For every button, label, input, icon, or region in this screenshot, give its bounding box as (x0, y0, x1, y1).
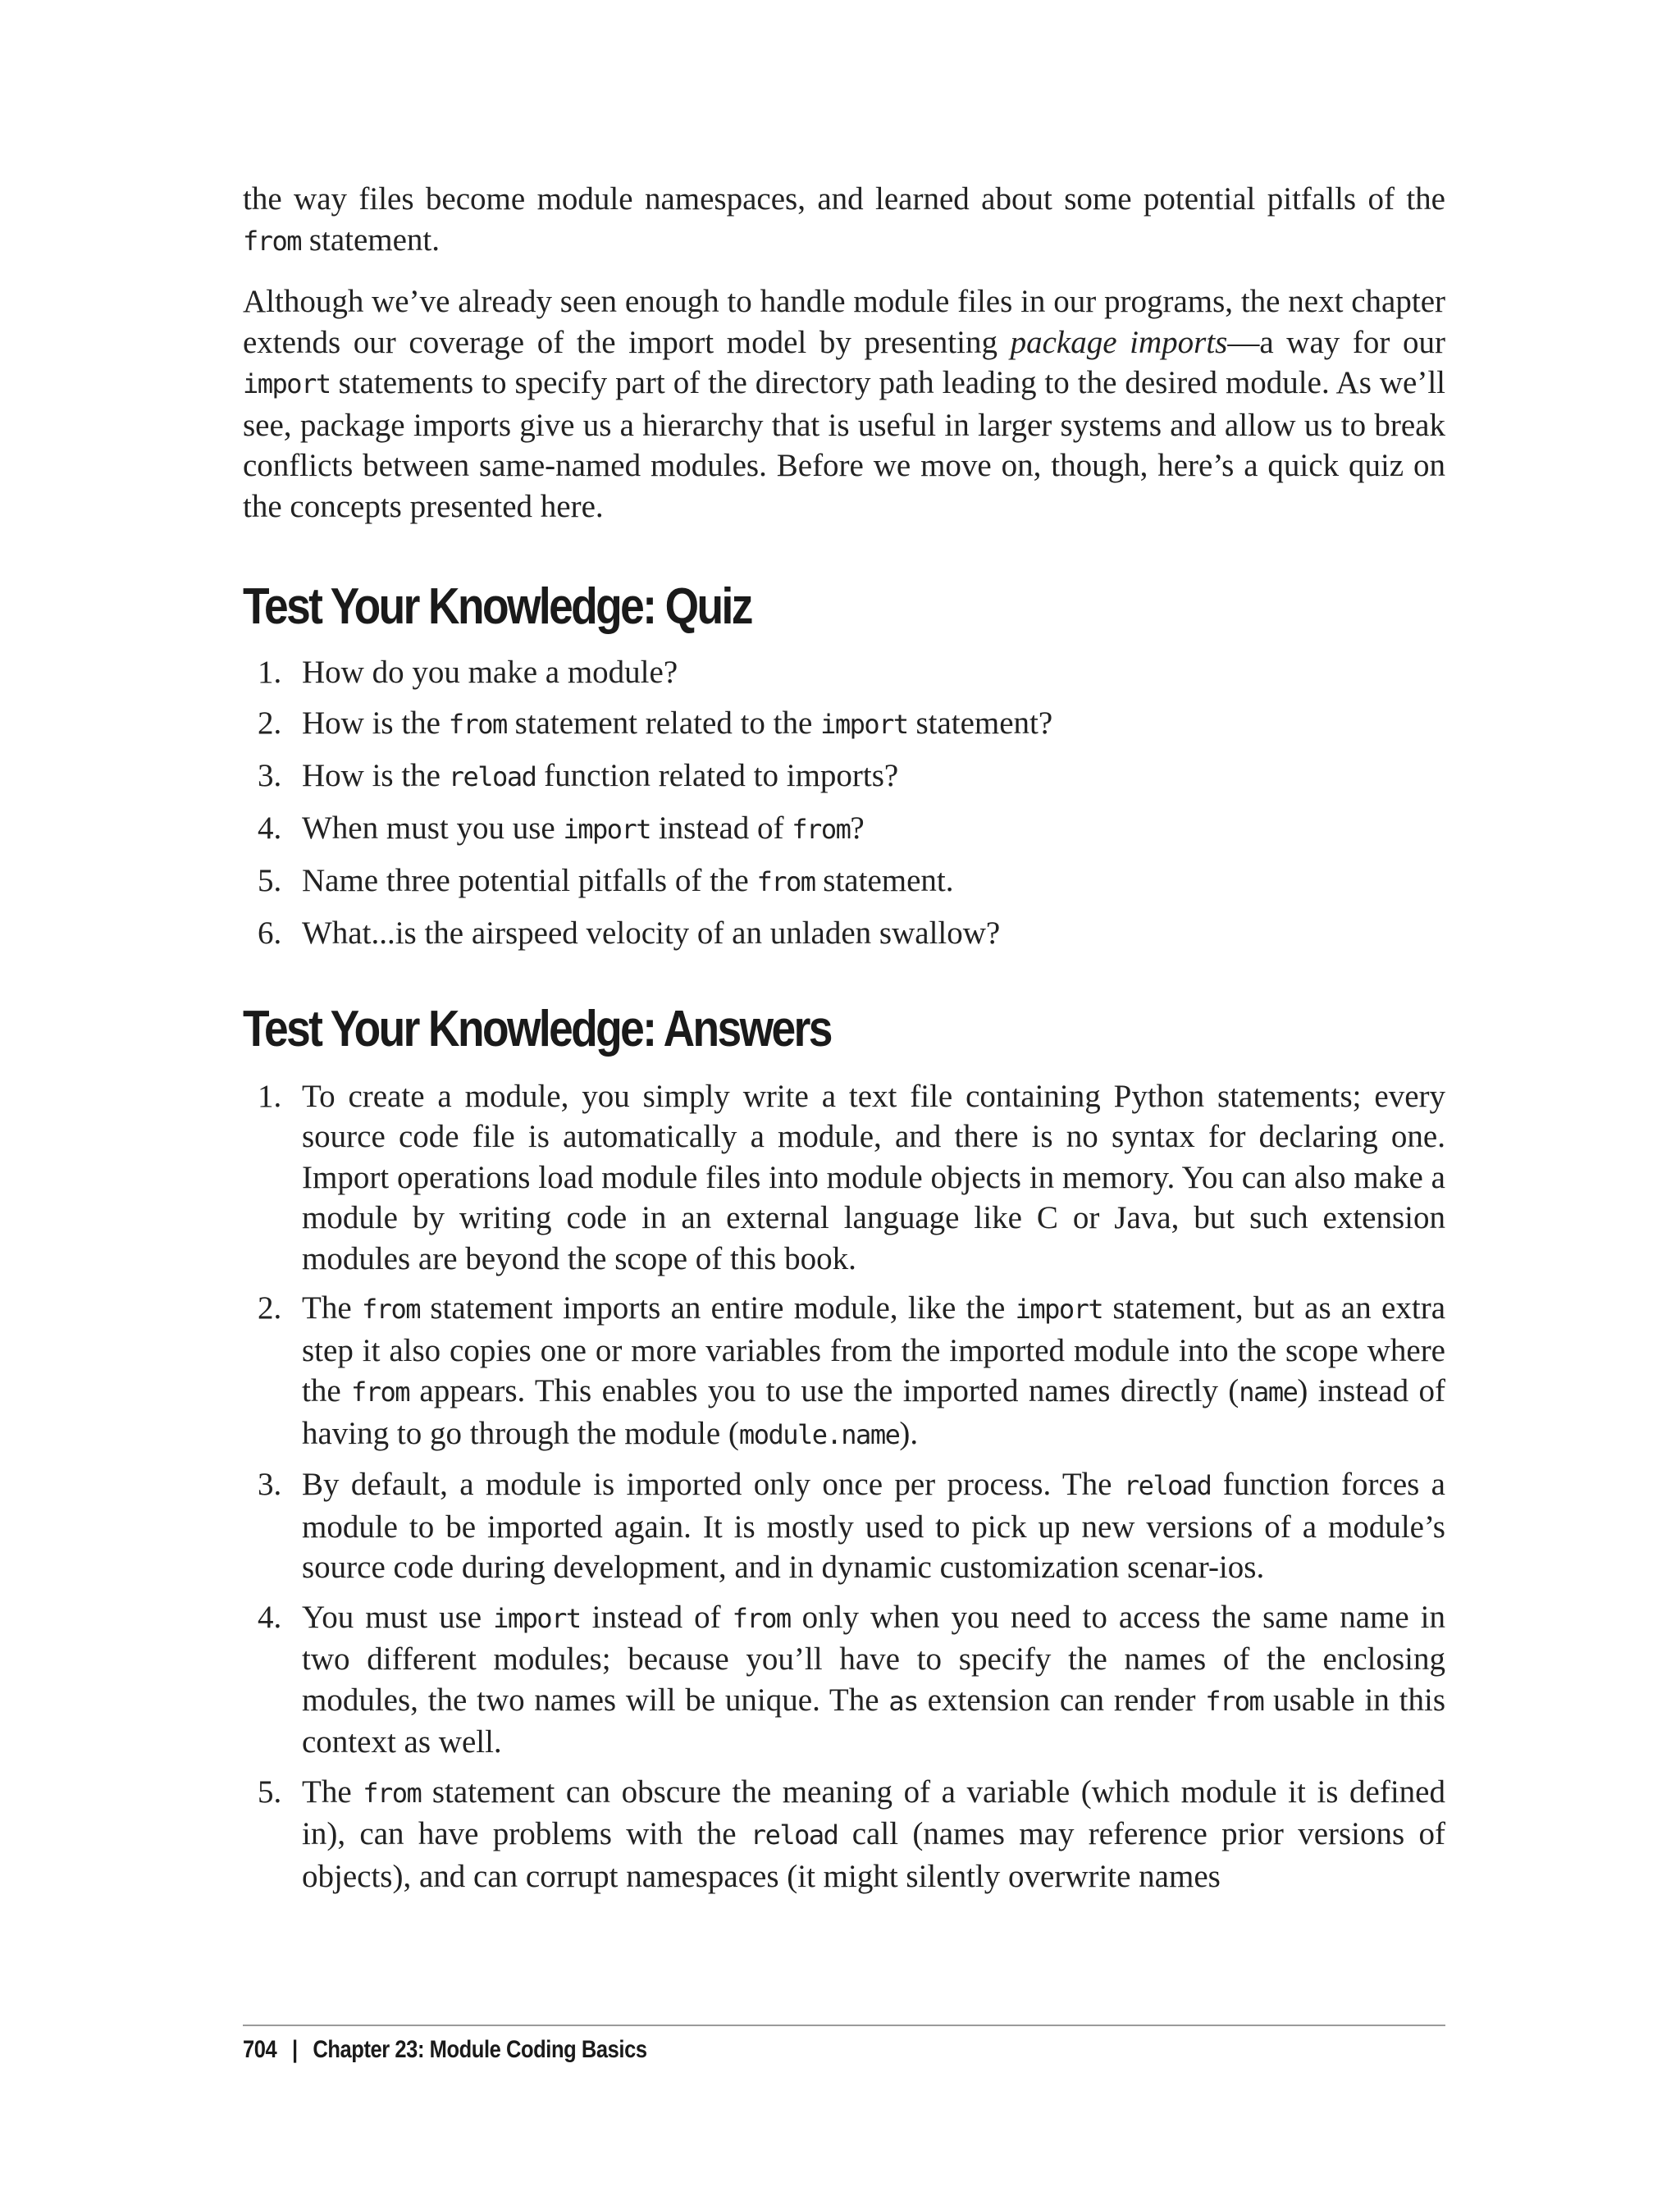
text: Although we’ve already seen enough to handle module files in our programs, the next chapter extends our coverage of the import model by presenting (243, 284, 1445, 360)
inline-code: name (1239, 1376, 1298, 1408)
item-number: 2. (258, 705, 282, 741)
text: function forces a module to be imported again. It is mostly used to pick up new versions of a module’s source code during development, and in dynamic customization scenar-ios. (302, 1467, 1445, 1585)
inline-code: import (243, 368, 331, 399)
text: the way files become module namespaces, and learned about some potential pitfalls of the (243, 181, 1445, 217)
answers-list (243, 1076, 1445, 1897)
page-number: 704 (243, 2036, 277, 2063)
text: statement. (815, 863, 954, 898)
quiz-list (243, 652, 1445, 954)
item-number: 6. (258, 915, 282, 951)
answer-item (243, 1288, 1445, 1455)
inline-code: module.name (738, 1418, 900, 1450)
text: How is the (302, 705, 449, 741)
text: statement? (907, 705, 1053, 741)
item-number: 5. (258, 1774, 282, 1810)
item-number: 3. (258, 758, 282, 793)
text: call (names may reference prior versions of objects), and can corrupt namespaces (it might silently overwrite names (302, 1816, 1445, 1894)
inline-code: from (243, 225, 302, 257)
quiz-heading: Test Your Knowledge: Quiz (243, 578, 751, 635)
text: To create a module, you simply write a text file containing Python statements; every source code file is automatically a module, and there is no syntax for declaring one. Import operations load module files into module objects in memory. You can also make a module by writing code in an external language like C or Java, but such extension modules are beyond the scope of this book. (302, 1078, 1445, 1276)
text: By default, a module is imported only once per process. The (302, 1467, 1124, 1502)
text: instead of (651, 810, 792, 846)
text: function related to imports? (536, 758, 899, 793)
text: The (302, 1290, 362, 1326)
item-number: 2. (258, 1290, 282, 1326)
item-number: 1. (258, 1078, 282, 1114)
text: How is the (302, 758, 449, 793)
quiz-item (243, 808, 1445, 851)
text: statement imports an entire module, like the (420, 1290, 1016, 1326)
inline-code: as (888, 1685, 918, 1717)
answers-heading: Test Your Knowledge: Answers (243, 1000, 831, 1057)
inline-code: from (361, 1294, 421, 1325)
inline-code: from (792, 814, 851, 845)
inline-code: import (820, 709, 908, 740)
inline-code: reload (750, 1819, 838, 1851)
inline-code: from (756, 866, 815, 897)
item-number: 5. (258, 863, 282, 898)
inline-code: from (1205, 1685, 1264, 1717)
text: How do you make a module? (302, 655, 678, 690)
answer-item (243, 1464, 1445, 1588)
item-number: 1. (258, 655, 282, 690)
inline-code: from (448, 709, 507, 740)
text: usable in this context as well. (302, 1682, 1445, 1760)
text: The (302, 1774, 363, 1810)
text: Name three potential pitfalls of the (302, 863, 757, 898)
text: ) instead of having to go through the module ( (302, 1373, 1445, 1451)
text: only when you need to access the same name in two different modules; because you’ll have to specify the names of the enclosing modules, the two names will be unique. The (302, 1599, 1445, 1718)
answer-item (243, 1597, 1445, 1763)
text: statement related to the (506, 705, 821, 741)
intro-paragraph-1 (243, 179, 1445, 262)
footer-divider (243, 2025, 1445, 2026)
text: extension can render (917, 1682, 1206, 1718)
text: statement can obscure the meaning of a variable (which module it is defined in), can have problems with the (302, 1774, 1445, 1851)
emphasis-text: package imports (1010, 324, 1228, 360)
inline-code: import (1015, 1294, 1103, 1325)
inline-code: import (563, 814, 651, 845)
item-number: 4. (258, 1599, 282, 1635)
item-number: 3. (258, 1467, 282, 1502)
inline-code: reload (1123, 1470, 1212, 1501)
intro-paragraph-2 (243, 281, 1445, 527)
answer-item (243, 1772, 1445, 1897)
item-number: 4. (258, 810, 282, 846)
text: —a way for our (1227, 324, 1445, 360)
quiz-item (243, 861, 1445, 903)
page-footer (243, 2036, 647, 2064)
page-content (243, 179, 1445, 1906)
answer-item (243, 1076, 1445, 1280)
text: statements to specify part of the directory path leading to the desired module. As we’ll see, package imports give us a hierarchy that is useful in larger systems and allow us to break conflicts between same-named modules. Before we move on, though, here’s a quick quiz on the concepts presented here. (243, 365, 1445, 524)
text: instead of (580, 1599, 733, 1635)
inline-code: from (351, 1376, 410, 1408)
inline-code: reload (448, 761, 536, 792)
quiz-item (243, 756, 1445, 798)
inline-code: from (732, 1602, 791, 1634)
text: ). (899, 1415, 919, 1451)
text: ? (850, 810, 865, 846)
quiz-item (243, 913, 1445, 954)
footer-separator: | (291, 2036, 298, 2063)
text: What...is the airspeed velocity of an unladen swallow? (302, 915, 1001, 951)
text: statement, but as an extra step it also copies one or more variables from the imported module into the scope where the (302, 1290, 1445, 1408)
text: You must use (302, 1599, 494, 1635)
text: appears. This enables you to use the imported names directly ( (409, 1373, 1239, 1408)
chapter-title: Chapter 23: Module Coding Basics (313, 2036, 647, 2063)
quiz-item (243, 652, 1445, 693)
quiz-item (243, 703, 1445, 746)
text: When must you use (302, 810, 564, 846)
inline-code: import (493, 1602, 581, 1634)
inline-code: from (363, 1777, 422, 1809)
text: statement. (301, 221, 441, 258)
